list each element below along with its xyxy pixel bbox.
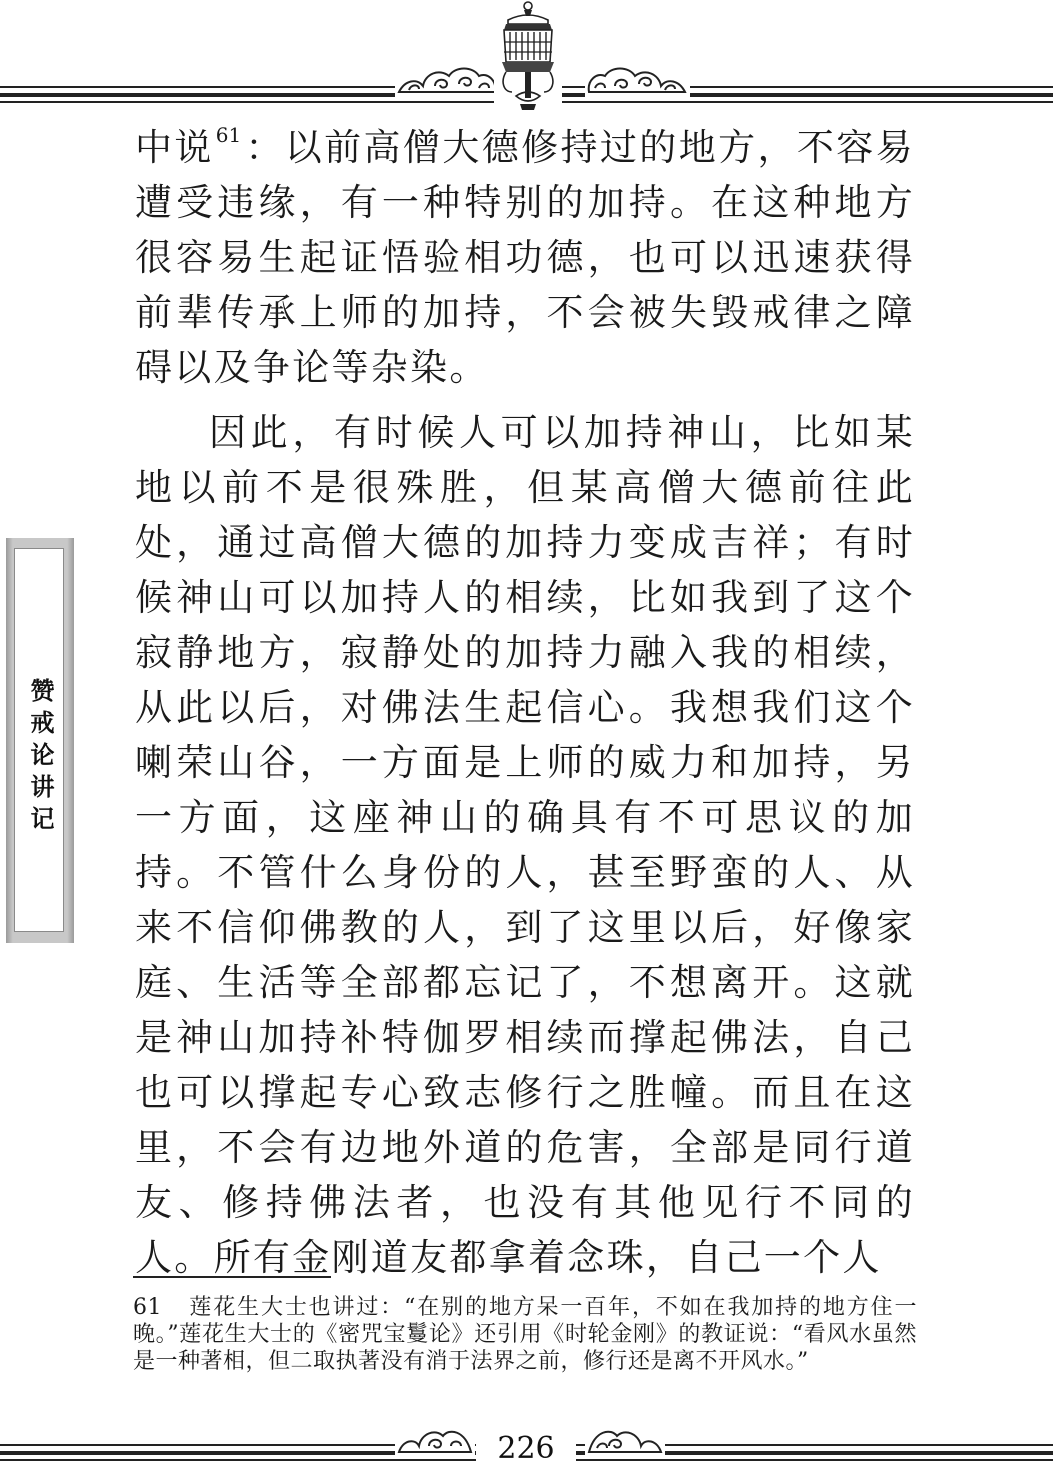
paragraph-1-text: ：以前高僧大德修持过的地方，不容易遭受违缘，有一种特别的加持。在这种地方很容易生起证悟验相功德，也可以迅速获得前辈传承上师的加持，不会被失毁戒律之障碍以及争论等杂染。 <box>135 126 915 389</box>
main-text-body <box>135 120 915 1285</box>
paragraph-1 <box>135 120 915 395</box>
footer-cloud-right-icon <box>585 1424 665 1458</box>
page-number: 226 <box>476 1432 576 1466</box>
side-tab-book-title <box>6 538 74 943</box>
footnote <box>133 1294 917 1375</box>
book-title-label: 赞戒论讲记 <box>26 678 54 838</box>
victory-banner-icon <box>494 0 562 112</box>
header-ornament <box>0 0 1053 115</box>
side-tab-inner <box>14 548 64 932</box>
footnote-reference[interactable]: 61 <box>215 123 242 147</box>
paragraph-2: 因此，有时候人可以加持神山，比如某地以前不是很殊胜，但某高僧大德前往此处，通过高僧大德的加持力变成吉祥；有时候神山可以加持人的相续，比如我到了这个寂静地方，寂静处的加持力融入我的相续，从此以后，对佛法生起信心。我想我们这个喇荣山谷，一方面是上师的威力和加持，另一方面，这座神山的确具有不可思议的加持。不管什么身份的人，甚至野蛮的人、从来不信仰佛教的人，到了这里以后，好像家庭、生活等全部都忘记了，不想离开。这就是神山加持补特伽罗相续而撑起佛法，自己也可以撑起专心致志修行之胜幢。而且在这里，不会有边地外道的危害，全部是同行道友、修持佛法者，也没有其他见行不同的人。所有金刚道友都拿着念珠，自己一个人 <box>135 411 915 1279</box>
footnote-text: 莲花生大士也讲过：“在别的地方呆一百年，不如在我加持的地方住一晚。”莲花生大士的《密咒宝鬘论》还引用《时轮金刚》的教证说：“看风水虽然是一种著相，但二取执著没有消于法界之前，修行还是离不开风水。” <box>133 1295 917 1374</box>
cloud-ornament-right-icon <box>585 62 690 98</box>
footnote-divider <box>133 1276 331 1278</box>
paragraph-1-lead: 中说 <box>135 126 214 169</box>
footer-cloud-left-icon <box>395 1424 475 1458</box>
cloud-ornament-left-icon <box>395 62 500 98</box>
footnote-number: 61 <box>133 1295 162 1320</box>
